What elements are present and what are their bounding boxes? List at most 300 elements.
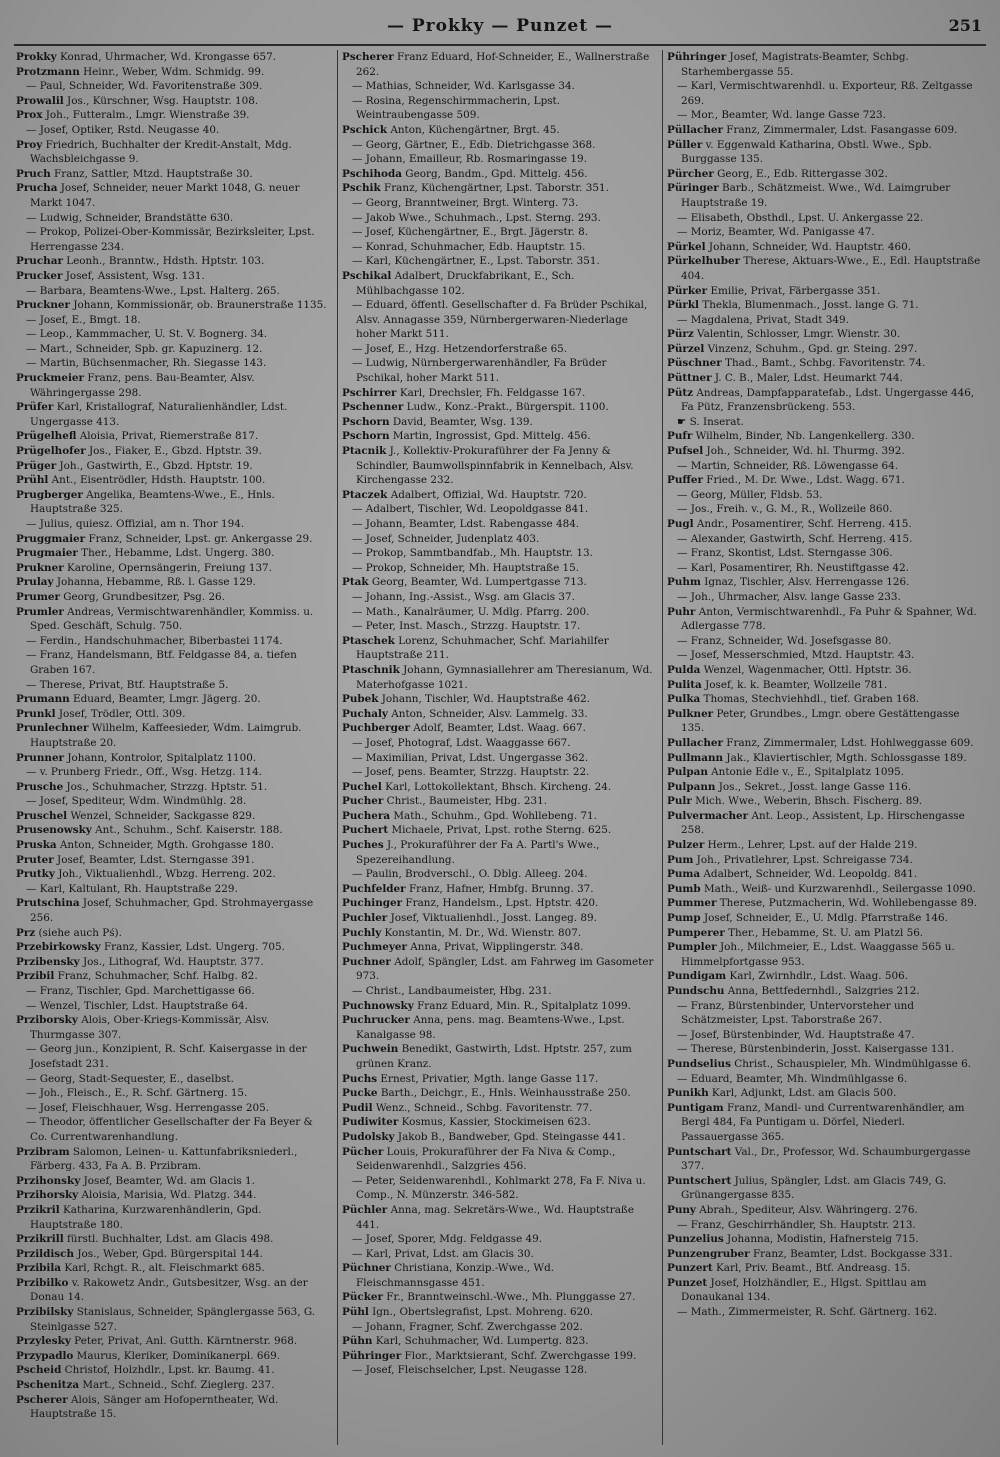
entry-details: Joh., Milchmeier, E., Ldst. Waaggasse 565 u. Himmelpfortgasse 953. [681, 941, 955, 968]
entry-surname: Prunkl [16, 707, 56, 720]
entry-surname: Puches [342, 839, 384, 852]
entry-surname: Prowalil [16, 94, 64, 107]
entry-surname: — Peter, [352, 1174, 396, 1187]
entry-surname: — Paul, [26, 80, 66, 93]
entry-details: Kammmacher, U. St. V. Bognerg. 34. [72, 328, 268, 341]
entry-surname: Puchinger [342, 897, 403, 910]
directory-entry [16, 721, 331, 750]
entry-surname: Ptaschnik [342, 663, 400, 676]
entry-details: Georg, Grundbesitzer, Psg. 26. [59, 590, 225, 603]
entry-surname: Puhr [667, 605, 696, 618]
directory-entry [667, 853, 981, 868]
directory-entry [667, 473, 981, 488]
entry-details: Brodverschl., O. Dblg. Alleeg. 204. [401, 868, 588, 881]
directory-entry [16, 254, 331, 269]
entry-details: v. Rakowetz Andr., Gutsbesitzer, Wsg. an der Donau 14. [30, 1276, 308, 1304]
entry-surname: Protzmann [16, 65, 80, 78]
entry-details: Zimmermeister, R. Schf. Gärtnerg. 162. [725, 1306, 938, 1319]
directory-entry [16, 517, 331, 532]
directory-entry [16, 867, 331, 882]
directory-entry [342, 1042, 656, 1071]
directory-entry [667, 488, 981, 503]
directory-entry [16, 590, 331, 605]
entry-surname: — Jakob [352, 211, 396, 224]
directory-entry [16, 342, 331, 357]
entry-details: Beamtens-Wwe., Lpst. Halterg. 265. [85, 284, 280, 297]
directory-entry [667, 415, 981, 430]
entry-details: Photograf, Ldst. Waaggasse 667. [394, 736, 571, 749]
entry-surname: Przibil [16, 970, 55, 983]
entry-surname: Pundigam [667, 970, 727, 983]
directory-entry [16, 123, 331, 138]
directory-entry [16, 1305, 331, 1334]
entry-details: J., Kollektiv-Prokuraführer der Fa Jenny & Schindler, Baumwollspinnfabrik in Kennelbach, Alsv. Kirchengasse 232. [356, 445, 634, 487]
header-rule [14, 44, 986, 46]
entry-details: Anton, Schneider, Alsv. Lammelg. 33. [387, 707, 588, 720]
entry-details: Optiker, Rstd. Neugasse 40. [68, 123, 220, 136]
entry-details: Karl, Zwirnhdlr., Ldst. Waag. 506. [726, 970, 909, 983]
entry-surname: Ptacnik [342, 445, 387, 458]
directory-entry [342, 940, 656, 955]
entry-details: Jak., Klaviertischler, Mgth. Schlossgasse 189. [723, 751, 967, 764]
entry-details: Franz, Mandl- und Currentwarenhändler, am Bergl 484, Fa Puntigam u. Dörfel, Niederl. Passauergasse 365. [681, 1101, 965, 1143]
entry-details: Wilhelm, Binder, Nb. Langenkellerg. 330. [692, 430, 915, 443]
directory-entry [342, 751, 656, 766]
entry-details: Josef, Magistrats-Beamter, Schbg. Starhembergasse 55. [681, 51, 909, 78]
directory-entry [667, 356, 981, 371]
directory-entry [342, 1261, 656, 1290]
directory-entry [16, 269, 331, 284]
entry-surname: Prox [16, 109, 43, 122]
directory-entry [16, 429, 331, 444]
entry-details: Anton, Vermischtwarenhdl., Fa Puhr & Spahner, Wd. Adlergasse 778. [681, 605, 977, 633]
entry-surname: — Franz, [677, 1218, 725, 1231]
directory-entry [16, 1247, 331, 1262]
entry-details: Josef, Trödler, Ottl. 309. [55, 707, 186, 720]
entry-surname: Puchera [342, 809, 391, 822]
directory-entry [342, 882, 656, 897]
directory-entry [342, 1363, 656, 1378]
entry-details: Herm., Lehrer, Lpst. auf der Halde 219. [704, 839, 918, 852]
entry-surname: — Josef, [352, 736, 395, 749]
entry-surname: — Josef, [352, 342, 395, 355]
entry-details: Franz Eduard, Min. R., Spitalplatz 1099. [413, 999, 631, 1012]
entry-details: Barb., Schätzmeist. Wwe., Wd. Laimgruber Hauptstraße 19. [681, 182, 951, 209]
directory-entry [342, 167, 656, 182]
entry-surname: Prugberger [16, 488, 83, 501]
entry-details: Heinr., Weber, Wdm. Schmidg. 99. [79, 65, 265, 78]
directory-entry [667, 386, 981, 415]
entry-surname: Püchler [342, 1203, 388, 1216]
entry-surname: Punikh [667, 1087, 709, 1100]
entry-details: Tischler, Wd. Leopoldgasse 841. [414, 503, 589, 516]
directory-entry [342, 561, 656, 576]
entry-surname: Ptaczek [342, 488, 388, 501]
directory-entry [667, 575, 981, 590]
entry-details: Joh., Futteralm., Lmgr. Wienstraße 39. [42, 109, 250, 122]
directory-entry [342, 1232, 656, 1247]
entry-details: Messerschmied, Mtzd. Hauptstr. 43. [719, 649, 915, 662]
page-title: — Prokky — Punzet — [386, 16, 613, 36]
directory-entry [16, 1393, 331, 1422]
entry-details: Fried., M. Dr. Wwe., Ldst. Wagg. 671. [702, 474, 905, 487]
columns [12, 50, 988, 1445]
entry-details: Johann, Kontrolor, Spitalplatz 1100. [64, 751, 257, 764]
entry-details: Anton, Schneider, Mgth. Grohgasse 180. [56, 839, 274, 852]
entry-surname: Pruch [16, 167, 51, 180]
entry-details: Privat, Ldst. Ungergasse 362. [427, 751, 589, 764]
directory-entry [667, 240, 981, 255]
entry-surname: Püringer [667, 182, 719, 195]
entry-surname: Pucke [342, 1087, 378, 1100]
entry-surname: — Franz, [677, 634, 725, 647]
directory-entry [342, 138, 656, 153]
directory-entry [16, 1101, 331, 1116]
entry-details: pens. Beamter, Strzzg. Hauptstr. 22. [394, 766, 590, 779]
entry-details: Johanna, Modistin, Hafnersteig 715. [723, 1233, 919, 1246]
directory-entry [16, 327, 331, 342]
entry-surname: — Johann, [352, 153, 406, 166]
directory-entry [342, 50, 656, 79]
entry-surname: Puchs [342, 1072, 378, 1085]
entry-surname: Prumann [16, 693, 70, 706]
entry-details: Konstantin, M. Dr., Wd. Wienstr. 807. [381, 926, 582, 939]
entry-details: Valentin, Schlosser, Lmgr. Wienstr. 30. [693, 328, 901, 341]
directory-entry [342, 79, 656, 94]
entry-surname: Pürkelhuber [667, 255, 741, 268]
entry-surname: Pruter [16, 853, 54, 866]
entry-details: Ther., Hebamme, St. U. am Platzl 56. [724, 926, 924, 939]
entry-details: Josef, k. k. Beamter, Wollzeile 781. [701, 678, 888, 691]
entry-surname: Pudiwiter [342, 1116, 399, 1129]
entry-details: Tischler, Gpd. Marchettigasse 66. [73, 985, 255, 997]
directory-entry [667, 546, 981, 561]
directory-entry [667, 1057, 981, 1072]
entry-details: Vermischtwarenhdl. u. Exporteur, Rß. Zeltgasse 269. [681, 80, 973, 107]
entry-details: Johanna, Hebamme, Rß. l. Gasse 129. [53, 576, 256, 589]
entry-details: Karl, Rchgt. R., alt. Fleischmarkt 685. [61, 1262, 265, 1275]
entry-surname: — Josef, [26, 123, 69, 136]
entry-details: Sammtbandfab., Mh. Hauptstr. 13. [406, 547, 593, 560]
entry-details: Abrah., Spediteur, Alsv. Währingerg. 276. [695, 1203, 918, 1216]
entry-details: Fleischhauer, Wsg. Herrengasse 205. [68, 1101, 270, 1114]
directory-entry [667, 561, 981, 576]
entry-details: Gärtner, E., Edb. Dietrichgasse 368. [401, 138, 596, 151]
entry-details: Alois, Sänger am Hofoperntheater, Wd. Hauptstraße 15. [30, 1393, 279, 1421]
entry-surname: Prumer [16, 590, 60, 603]
entry-details: Landbaumeister, Hbg. 231. [404, 985, 552, 997]
directory-entry [342, 386, 656, 401]
entry-details: Andr., Posamentirer, Schf. Herreng. 415. [693, 518, 912, 530]
directory-entry [667, 780, 981, 795]
directory-entry [667, 605, 981, 634]
entry-details: Handschuhmacher, Biberbastei 1174. [80, 634, 283, 647]
directory-entry [667, 181, 981, 210]
entry-details: Franz, Kassier, Ldst. Ungerg. 705. [100, 941, 285, 954]
entry-surname: Przypadlo [16, 1349, 74, 1362]
entry-surname: — Leop., [26, 328, 73, 341]
entry-surname: Prucha [16, 182, 58, 195]
entry-surname: — Therese, [26, 678, 86, 691]
directory-entry [667, 108, 981, 123]
entry-details: Emailleur, Rb. Rosmaringasse 19. [405, 153, 587, 166]
entry-surname: — Georg, [26, 1072, 76, 1085]
directory-entry [16, 605, 331, 634]
page-number: 251 [948, 16, 982, 35]
directory-entry [16, 678, 331, 693]
entry-details: Privat, Btf. Hauptstraße 5. [85, 678, 229, 691]
entry-details: Franz, Zimmermaler, Ldst. Hohlweggasse 609. [722, 736, 974, 749]
entry-surname: Pulr [667, 795, 692, 808]
entry-surname: — Josef, [352, 226, 395, 239]
entry-details: Franz, Beamter, Ldst. Bockgasse 331. [749, 1247, 953, 1260]
entry-details: Karl, Schuhmacher, Wd. Lumpertg. 823. [372, 1335, 589, 1348]
directory-entry [667, 1203, 981, 1218]
entry-details: Wilhelm, Kaffeesieder, Wdm. Laimgrub. Hauptstraße 20. [30, 722, 302, 749]
entry-details: Sporer, Mdg. Feldgasse 49. [394, 1233, 543, 1246]
entry-surname: — Ludwig, [352, 357, 409, 370]
entry-surname: — Adalbert, [352, 503, 415, 516]
entry-details: Josef, Beamter, Ldst. Sterngasse 391. [53, 853, 255, 866]
directory-entry [342, 298, 656, 342]
directory-entry [342, 517, 656, 532]
entry-details: J. C. B., Maler, Ldst. Heumarkt 744. [711, 372, 903, 385]
entry-details: Ing.-Assist., Wsg. am Glacis 37. [405, 590, 575, 603]
entry-surname: Prusche [16, 780, 64, 793]
entry-details: Franz, Schuhmacher, Schf. Halbg. 82. [54, 970, 258, 983]
entry-details: Georg, Bandm., Gpd. Mittelg. 456. [401, 167, 588, 180]
entry-details: Geschirrhändler, Sh. Hauptstr. 213. [724, 1218, 916, 1231]
entry-surname: Pühn [342, 1335, 373, 1348]
entry-surname: — Josef, [352, 1233, 395, 1246]
entry-details: Gastwirth, Schf. Herreng. 415. [746, 532, 913, 545]
directory-entry [16, 969, 331, 984]
directory-entry [667, 459, 981, 474]
entry-surname: Pucher [342, 795, 384, 808]
directory-entry [16, 1042, 331, 1071]
directory-entry [667, 692, 981, 707]
directory-entry [667, 634, 981, 649]
directory-entry [16, 1349, 331, 1364]
entry-details: (siehe auch Pś). [35, 926, 122, 939]
entry-surname: Pscherer [16, 1393, 68, 1406]
entry-surname: Prühl [16, 474, 49, 487]
entry-surname: Pruckner [16, 299, 71, 312]
entry-surname: Pumpler [667, 941, 717, 954]
directory-entry [342, 984, 656, 999]
entry-surname: Pürkel [667, 240, 706, 253]
directory-entry [342, 1290, 656, 1305]
entry-surname: Prugmaier [16, 547, 78, 560]
entry-surname: Prukner [16, 561, 64, 574]
directory-entry [16, 634, 331, 649]
directory-entry [342, 211, 656, 226]
directory-entry [16, 926, 331, 941]
entry-surname: Przylesky [16, 1335, 71, 1348]
directory-entry [342, 1320, 656, 1335]
entry-details: Privat, Ldst. am Glacis 30. [391, 1247, 534, 1260]
directory-entry [667, 648, 981, 663]
directory-entry [342, 444, 656, 488]
column-1 [12, 50, 337, 1445]
entry-surname: — Ferdin., [26, 634, 81, 647]
entry-details: Wenzel, Schneider, Sackgasse 829. [67, 809, 256, 822]
entry-surname: Pummer [667, 897, 717, 910]
directory-entry [342, 94, 656, 123]
directory-entry [342, 123, 656, 138]
entry-surname: — Rosina, [352, 94, 405, 107]
directory-entry [342, 502, 656, 517]
entry-surname: Pücker [342, 1291, 383, 1304]
directory-entry [342, 429, 656, 444]
directory-entry [16, 444, 331, 459]
entry-surname: — Maximilian, [352, 751, 428, 764]
entry-details: Barth., Deichgr., E., Hnls. Weinhausstraße 250. [377, 1087, 631, 1100]
entry-surname: Pulda [667, 663, 701, 676]
entry-details: Kaltulant, Rh. Hauptstraße 229. [65, 882, 238, 895]
directory-entry [667, 50, 981, 79]
entry-details: Schneider, Wd. Karlsgasse 34. [411, 80, 575, 93]
directory-entry [342, 663, 656, 692]
entry-surname: Puntschart [667, 1145, 732, 1158]
entry-details: Konzipient, R. Schf. Kaisergasse in der Josefstadt 231. [30, 1043, 307, 1070]
entry-details: Emilie, Privat, Färbergasse 351. [707, 284, 881, 297]
directory-entry [342, 1130, 656, 1145]
entry-surname: Pschorn [342, 430, 390, 443]
directory-entry [667, 225, 981, 240]
entry-surname: Pudil [342, 1101, 373, 1114]
entry-details: Jos., Weber, Gpd. Bürgerspital 144. [74, 1247, 263, 1260]
directory-entry [16, 546, 331, 561]
entry-details: Skontist, Ldst. Sterngasse 306. [724, 547, 893, 560]
entry-details: Uhrmacher, Alsv. lange Gasse 233. [714, 590, 901, 603]
directory-entry [342, 532, 656, 547]
directory-entry [667, 298, 981, 313]
entry-details: Adalbert, Schneider, Wd. Leopoldg. 841. [700, 868, 918, 881]
entry-surname: Prügelhofer [16, 445, 86, 458]
entry-details: Karl, Kristallograf, Naturalienhändler, Ldst. Ungergasse 413. [30, 401, 288, 428]
entry-details: Johann, Tischler, Wd. Hauptstraße 462. [378, 693, 590, 706]
entry-details: Peter, Grundbes., Lmgr. obere Gestättengasse 135. [681, 707, 960, 735]
directory-entry [342, 838, 656, 867]
directory-entry [667, 999, 981, 1028]
entry-surname: Pulita [667, 678, 702, 691]
entry-surname: — Prokop, [352, 547, 407, 560]
entry-surname: — Mart., [26, 342, 73, 355]
directory-entry [16, 809, 331, 824]
entry-surname: — Georg, [677, 488, 727, 501]
entry-surname: Pum [667, 853, 694, 866]
directory-entry [16, 1086, 331, 1101]
directory-entry [342, 955, 656, 984]
entry-details: Bürstenbinderin, Josst. Kaisergasse 131. [736, 1043, 955, 1056]
entry-surname: Pundschu [667, 985, 725, 997]
page-header [0, 10, 1000, 44]
entry-details: Fleischselcher, Lpst. Neugasse 128. [394, 1364, 588, 1377]
entry-details: Therese, Aktuars-Wwe., E., Edl. Hauptstraße 404. [681, 255, 981, 282]
entry-details: Benedikt, Gastwirth, Ldst. Hptstr. 257, zum grünen Kranz. [356, 1043, 632, 1070]
directory-entry [667, 1174, 981, 1203]
entry-details: Jos., Schuhmacher, Strzzg. Hptstr. 51. [63, 780, 268, 793]
entry-surname: Pruggmaier [16, 532, 86, 545]
directory-entry [342, 415, 656, 430]
directory-entry [16, 1115, 331, 1144]
directory-entry [342, 488, 656, 503]
directory-entry [667, 1028, 981, 1043]
directory-entry [667, 517, 981, 532]
directory-entry [342, 356, 656, 385]
entry-surname: — Georg jun., [26, 1043, 99, 1056]
entry-surname: Püschner [667, 357, 722, 370]
directory-entry [342, 926, 656, 941]
directory-entry [342, 181, 656, 196]
entry-details: Julius, Spängler, Ldst. am Glacis 749, G. Grünangergasse 835. [681, 1174, 947, 1202]
entry-details: Georg, E., Edb. Rittergasse 302. [713, 167, 888, 180]
entry-details: Josef, Schuhmacher, Gpd. Strohmayergasse 256. [30, 897, 314, 925]
entry-details: Ant., Eisentrödler, Hdsth. Hauptstr. 100. [48, 474, 266, 487]
directory-entry [342, 605, 656, 620]
entry-surname: Puchly [342, 926, 382, 939]
entry-details: Ignaz, Tischler, Alsv. Herrengasse 126. [700, 576, 910, 589]
directory-entry [16, 138, 331, 167]
entry-surname: Puchberger [342, 722, 410, 735]
entry-surname: Pulzer [667, 839, 705, 852]
entry-surname: — v. Prunberg [26, 766, 101, 779]
directory-entry [667, 1276, 981, 1305]
directory-entry [342, 1334, 656, 1349]
entry-details: Math., Schuhm., Gpd. Wohllebeng. 71. [390, 809, 597, 822]
directory-entry [16, 313, 331, 328]
directory-entry [16, 823, 331, 838]
entry-surname: — Josef, [352, 532, 395, 545]
directory-entry [667, 926, 981, 941]
directory-entry [16, 896, 331, 925]
entry-details: J., Prokuraführer der Fa A. Partl's Wwe., Spezereihandlung. [356, 839, 600, 866]
entry-details: Karoline, Opernsängerin, Freiung 137. [63, 561, 272, 574]
entry-surname: — Karl, [677, 80, 717, 93]
entry-surname: — Magdalena, [677, 313, 753, 326]
entry-details: Fr., Branntweinschl.-Wwe., Mh. Plunggasse 27. [382, 1291, 636, 1304]
directory-entry [16, 1203, 331, 1232]
entry-surname: — Karl, [352, 1247, 392, 1260]
directory-entry [667, 1072, 981, 1087]
directory-entry [16, 459, 331, 474]
entry-details: Jos., Fiaker, E., Gbzd. Hptstr. 39. [85, 445, 262, 458]
entry-surname: Pruschel [16, 809, 68, 822]
entry-details: Beamter, Ldst. Rabengasse 484. [405, 518, 580, 530]
entry-surname: Prüger [16, 459, 57, 472]
entry-details: Leonh., Branntw., Hdsth. Hptstr. 103. [62, 255, 265, 268]
entry-surname: Pulpann [667, 780, 716, 793]
entry-details: Jos., Sekret., Josst. lange Gasse 116. [715, 780, 912, 793]
directory-entry [16, 780, 331, 795]
directory-entry [16, 1363, 331, 1378]
entry-surname: Pütz [667, 386, 694, 399]
entry-details: Christ., Schauspieler, Mh. Windmühlgasse 6. [730, 1057, 972, 1070]
directory-entry [667, 1247, 981, 1262]
entry-details: Stadt-Sequester, E., daselbst. [75, 1072, 234, 1085]
entry-details: Küchengärtner, E., Brgt. Jägerstr. 8. [394, 226, 589, 239]
directory-entry [16, 473, 331, 488]
entry-details: Franz Eduard, Hof-Schneider, E., Wallnerstraße 262. [356, 51, 650, 78]
entry-details: Christ., Baumeister, Hbg. 231. [383, 795, 548, 808]
entry-surname: Puchert [342, 824, 389, 837]
directory-entry [667, 940, 981, 969]
directory-entry [16, 648, 331, 677]
entry-surname: Przibram [16, 1145, 70, 1158]
directory-entry [342, 152, 656, 167]
entry-details: Ant., Schuhm., Schf. Kaiserstr. 188. [91, 824, 283, 837]
